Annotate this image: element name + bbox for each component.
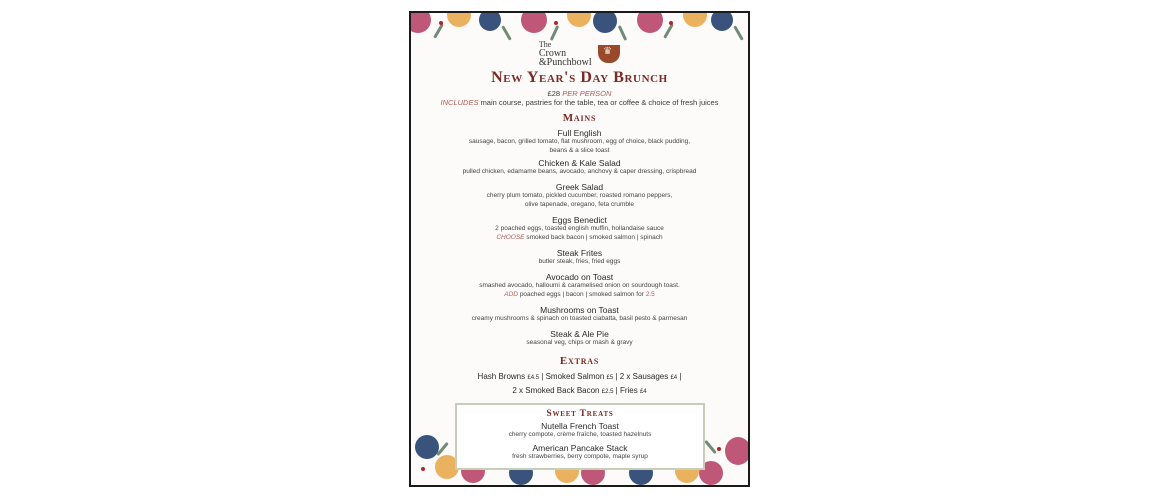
extras-list: Hash Browns £4.5 | Smoked Salmon £5 | 2 x Sausages £4 | 2 x Smoked Back Bacon £2.5 | Fries £4: [477, 372, 682, 395]
mains-heading: Mains: [562, 112, 597, 124]
punchbowl-crown-icon: [598, 45, 620, 63]
menu-item: Greek Salad cherry plum tomato, pickled cucumber, roasted romano peppers, olive tapenade, oregano, feta crumble: [486, 182, 673, 208]
menu-item: Eggs Benedict 2 poached eggs, toasted english muffin, hollandaise sauce CHOOSE smoked back bacon | smoked salmon | spinach: [495, 215, 664, 241]
menu-item: Mushrooms on Toast creamy mushrooms & spinach on toasted ciabatta, basil pesto & parmesan: [471, 305, 688, 322]
menu-item: Steak & Ale Pie seasonal veg, chips or mash & gravy: [526, 329, 633, 346]
brunch-menu: [409, 11, 750, 487]
includes-line: INCLUDES main course, pastries for the table, tea or coffee & choice of fresh juices: [440, 98, 719, 107]
menu-item-desc: fresh strawberries, berry compote, maple syrup: [512, 453, 648, 460]
menu-item: Chicken & Kale Salad pulled chicken, edamame beans, avocado, anchovy & caper dressing, crispbread: [462, 158, 697, 175]
menu-item-name: Nutella French Toast: [541, 421, 619, 431]
price-line: £28 PER PERSON: [547, 89, 612, 98]
menu-item-desc: cherry compote, crème fraîche, toasted hazelnuts: [508, 431, 652, 438]
menu-item: Avocado on Toast smashed avocado, halloumi & caramelised onion on sourdough toast. ADD poached eggs | bacon | smoked salmon for 2.5: [479, 272, 680, 298]
sweet-treats-heading: Sweet Treats: [546, 409, 614, 419]
menu-item: Steak Frites butler steak, fries, fried eggs: [538, 248, 621, 265]
logo-wordmark: The Crown &Punchbowl: [538, 40, 592, 68]
menu-item-name: American Pancake Stack: [532, 443, 628, 453]
page-title: New Year's Day Brunch: [491, 69, 668, 86]
logo: [411, 40, 748, 67]
extras-heading: Extras: [559, 355, 600, 367]
menu-item: Full English sausage, bacon, grilled tomato, flat mushroom, egg of choice, black pudding, beans & a slice toast: [468, 128, 691, 154]
sweet-treats-box: [455, 403, 705, 470]
